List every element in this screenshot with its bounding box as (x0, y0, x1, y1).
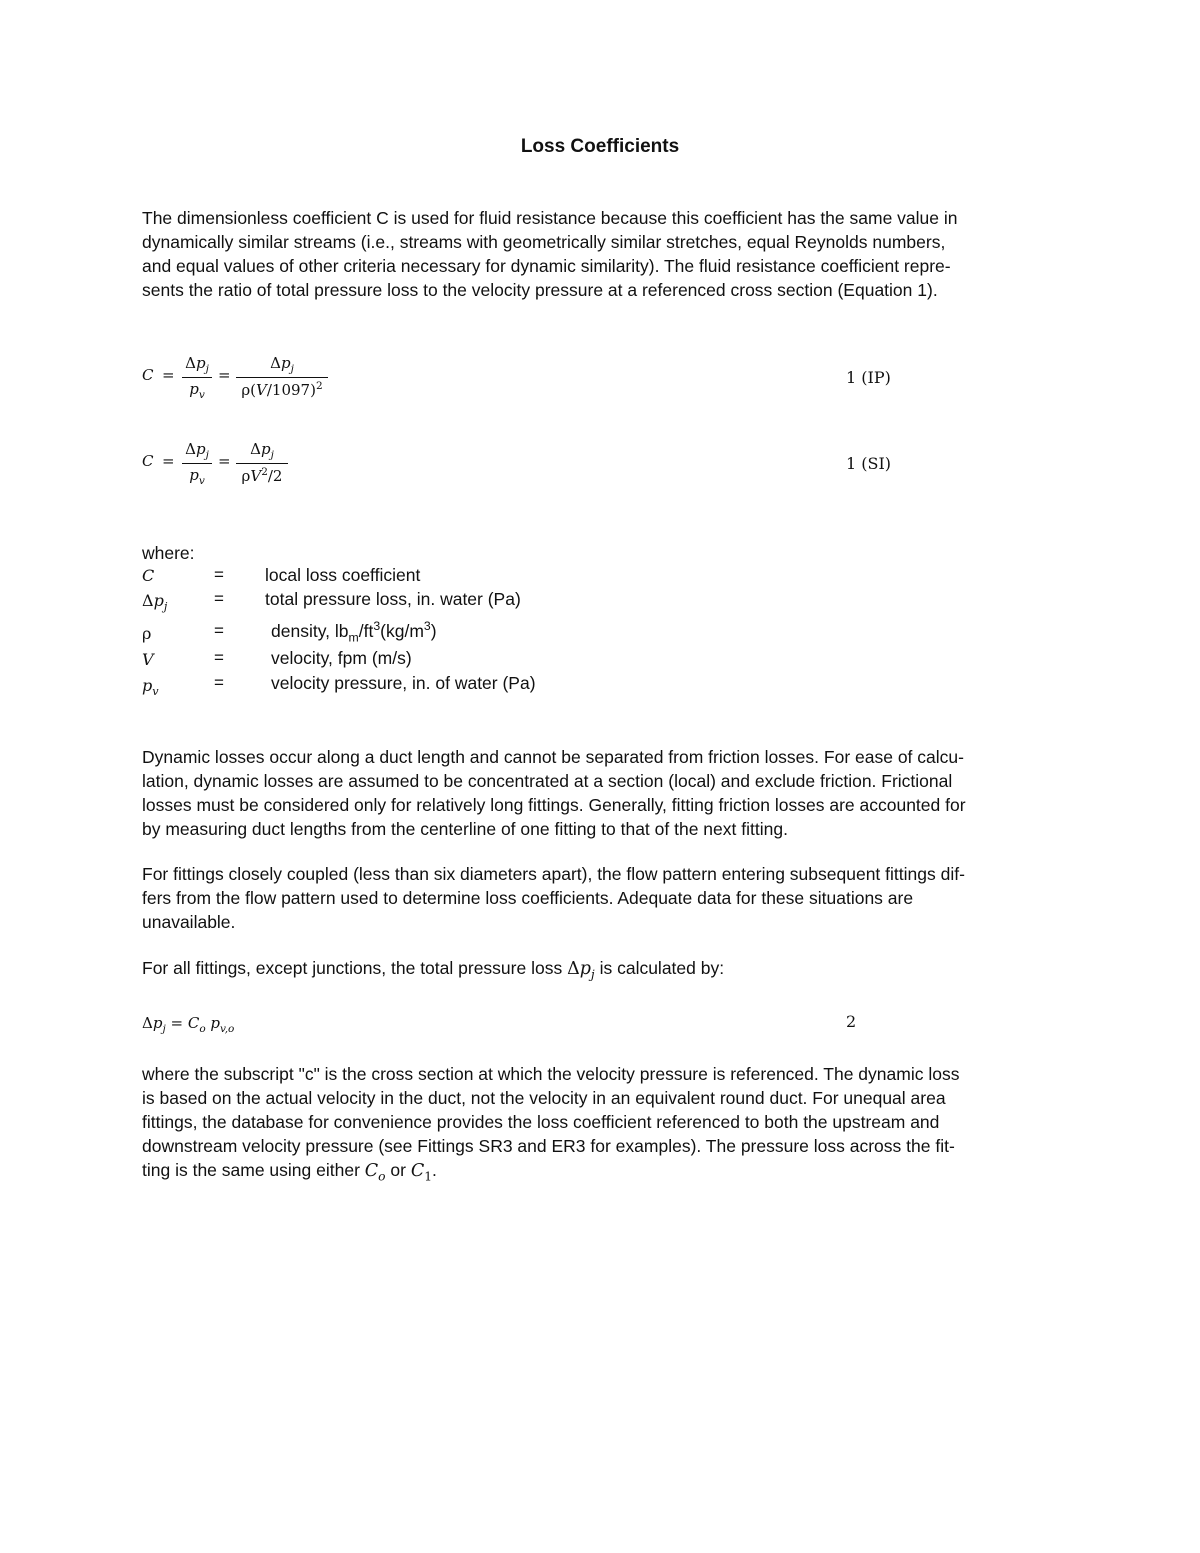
definition-symbol: V (142, 650, 154, 669)
where-label: where: (142, 543, 195, 563)
text-line: For fittings closely coupled (less than six diameters apart), the flow pattern entering subsequent fittings dif- (142, 864, 965, 884)
paragraph-subscript (142, 1062, 1058, 1189)
text-line: where the subscript "c" is the cross section at which the velocity pressure is referenced. The dynamic loss (142, 1064, 960, 1084)
text-line: by measuring duct lengths from the centerline of one fitting to that of the next fitting. (142, 819, 788, 839)
eq-equals: = (218, 452, 231, 470)
equation-number: 1 (SI) (846, 454, 892, 473)
eq-equals: = (162, 452, 175, 470)
definition-text: total pressure loss, in. water (Pa) (265, 589, 521, 609)
definition-text: density, $lb_m/ft^3(kg/m^3)$ (271, 619, 437, 645)
definition-text: local loss coefficient (265, 565, 421, 585)
text-line: unavailable. (142, 912, 236, 932)
text-line: dynamically similar streams (i.e., streams with geometrically similar stretches, equal Reynolds numbers, (142, 232, 946, 252)
definition-equals: = (214, 565, 224, 584)
definition-equals: = (214, 648, 224, 667)
page-title: Loss Coefficients (520, 136, 680, 157)
equation-number: 2 (846, 1012, 857, 1031)
text-line: lation, dynamic losses are assumed to be concentrated at a section (local) and exclude friction. Frictional (142, 771, 953, 791)
paragraph-dynamic-losses (142, 745, 1058, 841)
paragraph-total-pressure (142, 956, 1058, 987)
definition-text: velocity, fpm (m/s) (271, 648, 412, 668)
text-line: and equal values of other criteria necessary for dynamic similarity). The fluid resistance coefficient repre- (142, 256, 951, 276)
text-line: For all fittings, except junctions, the total pressure loss $\Delta p_j$ is calculated by: (142, 958, 725, 982)
definition-symbol: C (142, 566, 155, 585)
definition-symbol: $p_v$ (142, 676, 159, 699)
text-line: losses must be considered only for relatively long fittings. Generally, fitting friction losses are accounted for (142, 795, 966, 815)
text-line: sents the ratio of total pressure loss to the velocity pressure at a referenced cross section (Equation 1). (142, 280, 938, 300)
eq-equals: = (218, 366, 231, 384)
eq-expression: $\Delta p_j = C_o$ $p_{v,o}$ (142, 1014, 235, 1035)
definition-text: velocity pressure, in. of water (Pa) (271, 673, 536, 693)
text-line: ting is the same using either $C_o$ or $C_1$. (142, 1160, 437, 1184)
definition-symbol: ρ (142, 624, 152, 643)
text-line: fittings, the database for convenience provides the loss coefficient referenced to both the upstream and (142, 1112, 940, 1132)
eq-equals: = (162, 366, 175, 384)
eq-fraction: $\Delta p_j$ $\rho(V/1097)^2$ (236, 354, 328, 399)
text-line: The dimensionless coefficient C is used for fluid resistance because this coefficient has the same value in (142, 208, 958, 228)
text-line: Dynamic losses occur along a duct length and cannot be separated from friction losses. For ease of calcu- (142, 747, 964, 767)
definition-symbol: $\Delta p_j$ (142, 591, 168, 614)
eq-fraction: $\Delta p_j$ $\rho V^2/2$ (236, 440, 288, 485)
paragraph-closely-coupled (142, 862, 1058, 934)
eq-fraction: $\Delta p_j$ $p_v$ (182, 440, 212, 487)
definition-equals: = (214, 621, 224, 640)
eq-lhs: C (142, 366, 154, 384)
text-line: downstream velocity pressure (see Fittings SR3 and ER3 for examples). The pressure loss across the fit- (142, 1136, 955, 1156)
text-line: is based on the actual velocity in the duct, not the velocity in an equivalent round duct. For unequal area (142, 1088, 946, 1108)
definition-equals: = (214, 589, 224, 608)
text-line: fers from the flow pattern used to determine loss coefficients. Adequate data for these situations are (142, 888, 914, 908)
eq-lhs: C (142, 452, 154, 470)
intro-paragraph (142, 206, 1058, 302)
eq-fraction: $\Delta p_j$ $p_v$ (182, 354, 212, 401)
equation-number: 1 (IP) (846, 368, 891, 387)
definition-equals: = (214, 673, 224, 692)
